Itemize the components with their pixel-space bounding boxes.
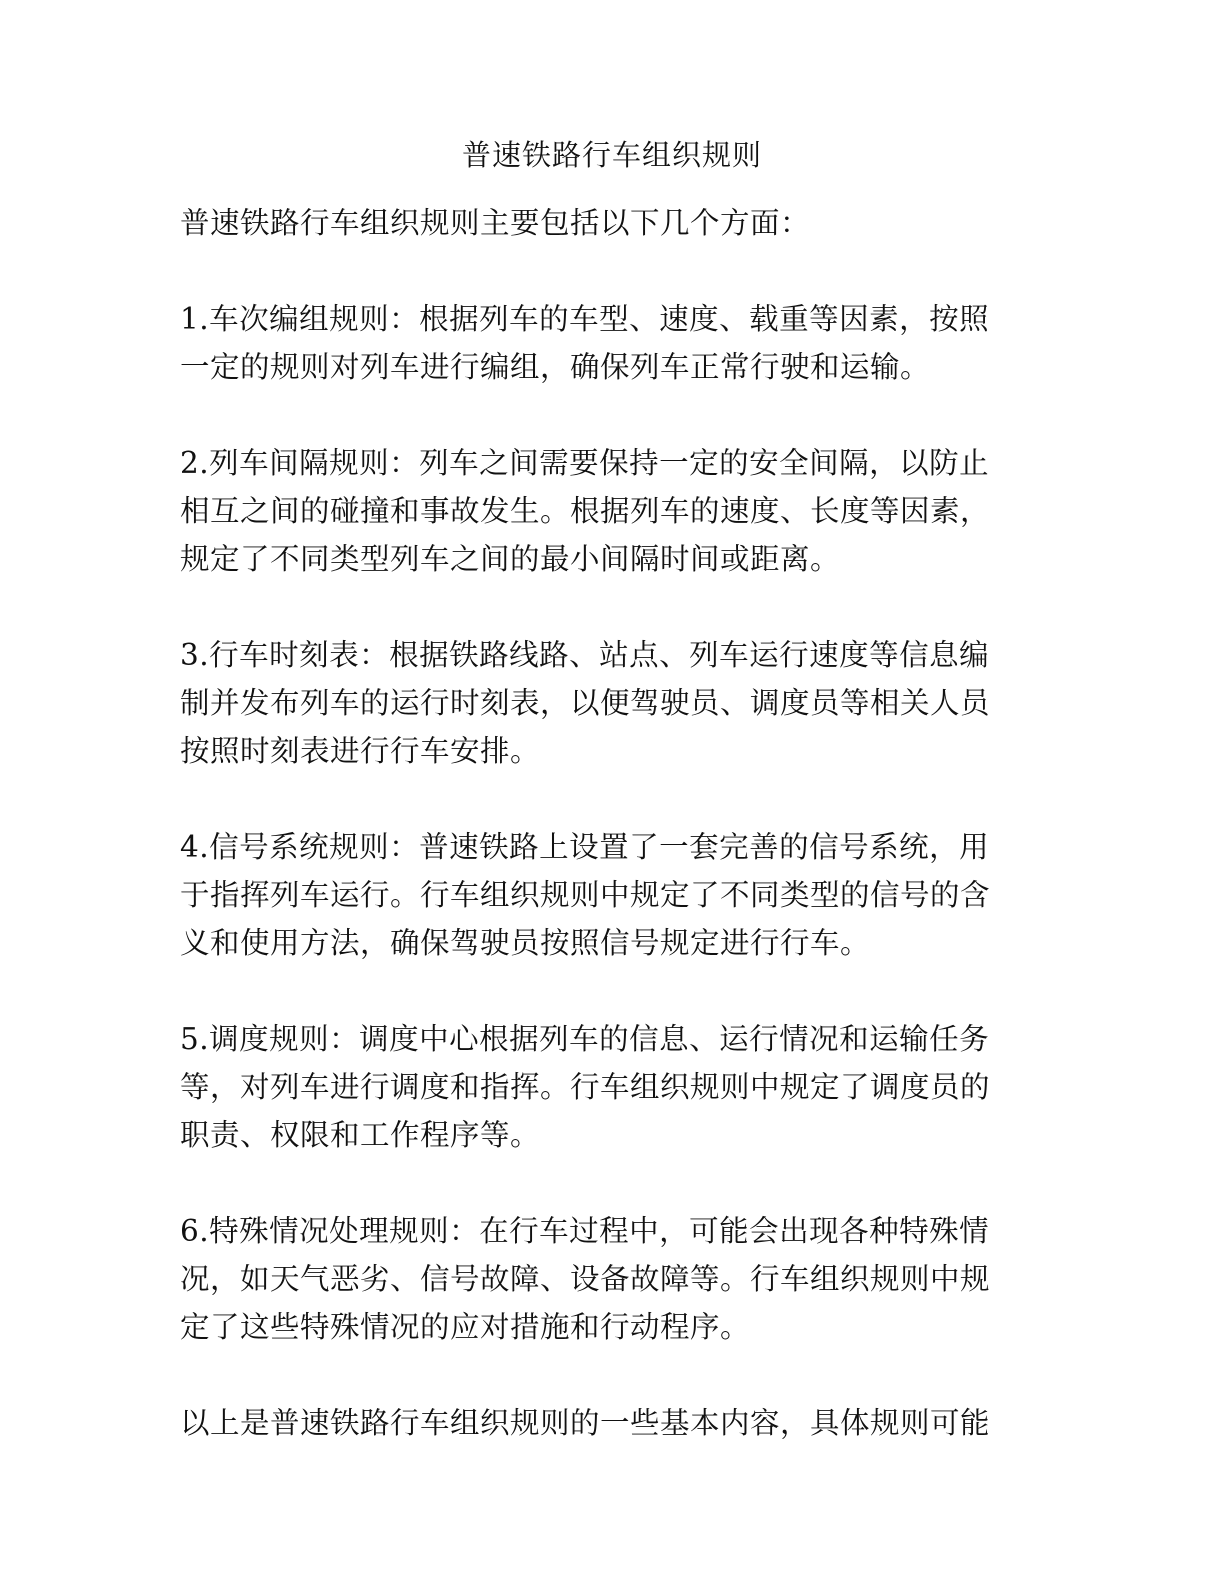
section-2-paragraph [180, 439, 1045, 583]
section-6-paragraph [180, 1207, 1045, 1351]
section-line: 5.调度规则：调度中心根据列车的信息、运行情况和运输任务 [180, 1022, 990, 1056]
section-line: 6.特殊情况处理规则：在行车过程中，可能会出现各种特殊情 [180, 1214, 990, 1248]
section-line: 按照时刻表进行行车安排。 [180, 734, 541, 768]
section-line: 4.信号系统规则：普速铁路上设置了一套完善的信号系统，用 [180, 830, 990, 864]
intro-paragraph [180, 199, 1045, 247]
section-line: 义和使用方法，确保驾驶员按照信号规定进行行车。 [180, 926, 871, 960]
section-line: 3.行车时刻表：根据铁路线路、站点、列车运行速度等信息编 [180, 638, 990, 672]
section-line: 1.车次编组规则：根据列车的车型、速度、载重等因素，按照 [180, 302, 990, 336]
section-line: 职责、权限和工作程序等。 [180, 1118, 541, 1152]
section-3-paragraph [180, 631, 1045, 775]
section-line: 相互之间的碰撞和事故发生。根据列车的速度、长度等因素， [180, 494, 991, 528]
section-line: 一定的规则对列车进行编组，确保列车正常行驶和运输。 [180, 350, 931, 384]
conclusion-line: 以上是普速铁路行车组织规则的一些基本内容，具体规则可能 [180, 1406, 991, 1440]
section-line: 规定了不同类型列车之间的最小间隔时间或距离。 [180, 542, 841, 576]
section-1-paragraph [180, 295, 1045, 391]
section-line: 2.列车间隔规则：列车之间需要保持一定的安全间隔，以防止 [180, 446, 990, 480]
document-title: 普速铁路行车组织规则 [461, 138, 762, 172]
section-line: 于指挥列车运行。行车组织规则中规定了不同类型的信号的含 [180, 878, 991, 912]
section-5-paragraph [180, 1015, 1045, 1159]
section-line: 定了这些特殊情况的应对措施和行动程序。 [180, 1310, 751, 1344]
document-body [180, 199, 1045, 1495]
section-line: 况，如天气恶劣、信号故障、设备故障等。行车组织规则中规 [180, 1262, 991, 1296]
section-line: 制并发布列车的运行时刻表，以便驾驶员、调度员等相关人员 [180, 686, 991, 720]
conclusion-paragraph [180, 1399, 1045, 1447]
section-4-paragraph [180, 823, 1045, 967]
section-line: 等，对列车进行调度和指挥。行车组织规则中规定了调度员的 [180, 1070, 991, 1104]
intro-line: 普速铁路行车组织规则主要包括以下几个方面： [180, 206, 811, 240]
